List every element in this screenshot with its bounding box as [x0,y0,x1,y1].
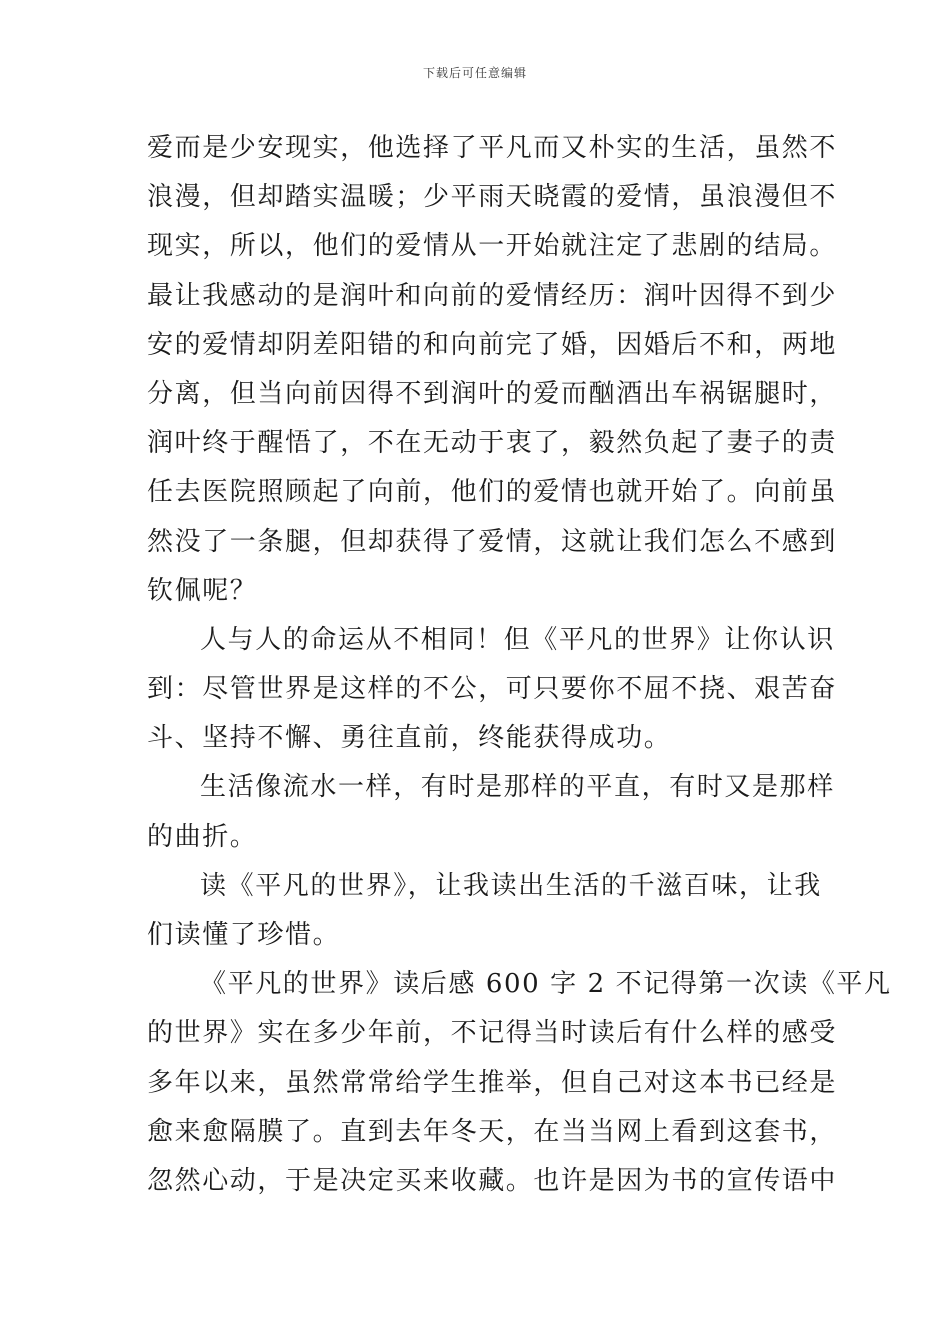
text-line: 到：尽管世界是这样的不公，可只要你不屈不挠、艰苦奋 [147,674,838,705]
text-line: 愈来愈隔膜了。直到去年冬天，在当当网上看到这套书， [147,1116,838,1147]
page-header: 下载后可任意编辑 [422,66,527,80]
text-line: 的曲折。 [147,821,258,852]
text-line: 分离，但当向前因得不到润叶的爱而酗酒出车祸锯腿时， [147,378,838,409]
text-line: 最让我感动的是润叶和向前的爱情经历：润叶因得不到少 [147,280,838,311]
text-line: 安的爱情却阴差阳错的和向前完了婚，因婚后不和，两地 [147,329,838,360]
text-line: 忽然心动，于是决定买来收藏。也许是因为书的宣传语中 [147,1165,838,1196]
paragraph-start-line: 读《平凡的世界》，让我读出生活的千滋百味，让我 [200,870,822,901]
text-line: 润叶终于醒悟了，不在无动于衷了，毅然负起了妻子的责 [147,428,838,459]
paragraph-start-line: 生活像流水一样，有时是那样的平直，有时又是那样 [200,772,835,803]
text-line: 然没了一条腿，但却获得了爱情，这就让我们怎么不感到 [147,526,838,557]
paragraph-start-line: 《平凡的世界》读后感 600 字 2 不记得第一次读《平凡 [200,969,892,1000]
document-body [147,124,892,1206]
text-line: 们读懂了珍惜。 [147,920,341,950]
text-line: 爱而是少安现实，他选择了平凡而又朴实的生活，虽然不 [147,133,838,163]
text-line: 浪漫，但却踏实温暖；少平雨天晓霞的爱情，虽浪漫但不 [147,182,838,213]
text-line: 现实，所以，他们的爱情从一开始就注定了悲剧的结局。 [147,231,838,262]
text-line: 斗、坚持不懈、勇往直前，终能获得成功。 [147,723,672,754]
text-line: 的世界》实在多少年前，不记得当时读后有什么样的感受 [147,1018,838,1049]
paragraph-start-line: 人与人的命运从不相同！但《平凡的世界》让你认识 [200,624,835,655]
text-line: 任去医院照顾起了向前，他们的爱情也就开始了。向前虽 [147,477,838,508]
text-line: 钦佩呢？ [147,575,258,606]
text-line: 多年以来，虽然常常给学生推举，但自己对这本书已经是 [147,1067,838,1098]
